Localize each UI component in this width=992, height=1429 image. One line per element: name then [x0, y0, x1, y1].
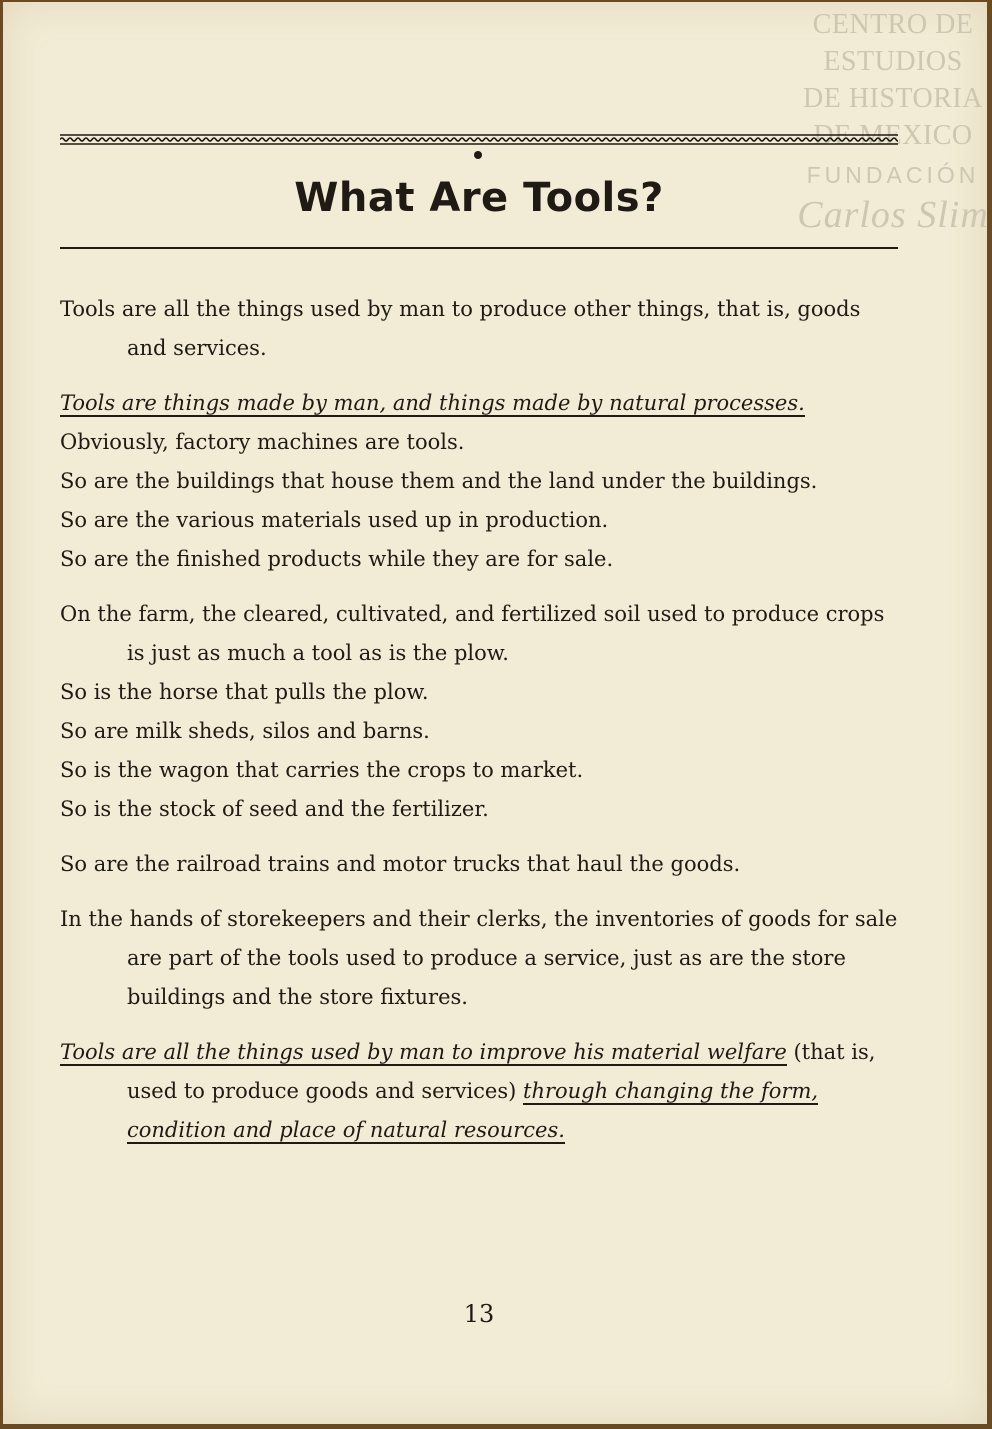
body-text [60, 290, 898, 1150]
definition-plain: (that is, used to produce goods and services) [127, 1040, 876, 1103]
wavy-rule [60, 132, 898, 146]
document-page [3, 2, 987, 1424]
emphasis-underlined-text: Tools are things made by man, and things made by natural processes. [60, 391, 805, 415]
list-item: So are the various materials used up in production. [60, 508, 609, 532]
definition-paragraph [60, 1033, 898, 1150]
emphasis-line [60, 384, 898, 423]
definition-emphasis-2: through changing the form, condition and place of natural resources. [127, 1079, 819, 1142]
watermark-line-1: CENTRO DE [812, 9, 974, 40]
list-item: So are milk sheds, silos and barns. [60, 719, 430, 743]
watermark-line-2: ESTUDIOS [823, 46, 963, 77]
list-item: Obviously, factory machines are tools. [60, 430, 465, 454]
storekeepers-paragraph: In the hands of storekeepers and their clerks, the inventories of goods for sale are part of the tools used to produce a service, just as are the store buildings and the store fixtures. [60, 907, 898, 1009]
ornament-dot [474, 151, 482, 159]
page-title: What Are Tools? [294, 175, 664, 221]
watermark-signature: Carlos Slim [797, 194, 989, 236]
list-item: So is the horse that pulls the plow. [60, 680, 429, 704]
intro-paragraph: Tools are all the things used by man to produce other things, that is, goods and services. [60, 297, 861, 360]
title-underline-rule [60, 247, 898, 249]
definition-emphasis-1: Tools are all the things used by man to improve his material welfare [60, 1040, 787, 1064]
watermark-line-4: DE MEXICO [813, 120, 973, 151]
watermark-foundation: FUNDACIÓN [806, 162, 980, 188]
list-item: So are the finished products while they are for sale. [60, 547, 614, 571]
list-item: So is the wagon that carries the crops to market. [60, 758, 584, 782]
list-item: So is the stock of seed and the fertilizer. [60, 797, 489, 821]
farm-paragraph: On the farm, the cleared, cultivated, and fertilized soil used to produce crops is just as much a tool as is the plow. [60, 602, 885, 665]
watermark-line-3: DE HISTORIA [803, 83, 983, 114]
page-number: 13 [463, 1300, 495, 1328]
list-item: So are the buildings that house them and the land under the buildings. [60, 469, 818, 493]
railroad-paragraph: So are the railroad trains and motor trucks that haul the goods. [60, 852, 741, 876]
